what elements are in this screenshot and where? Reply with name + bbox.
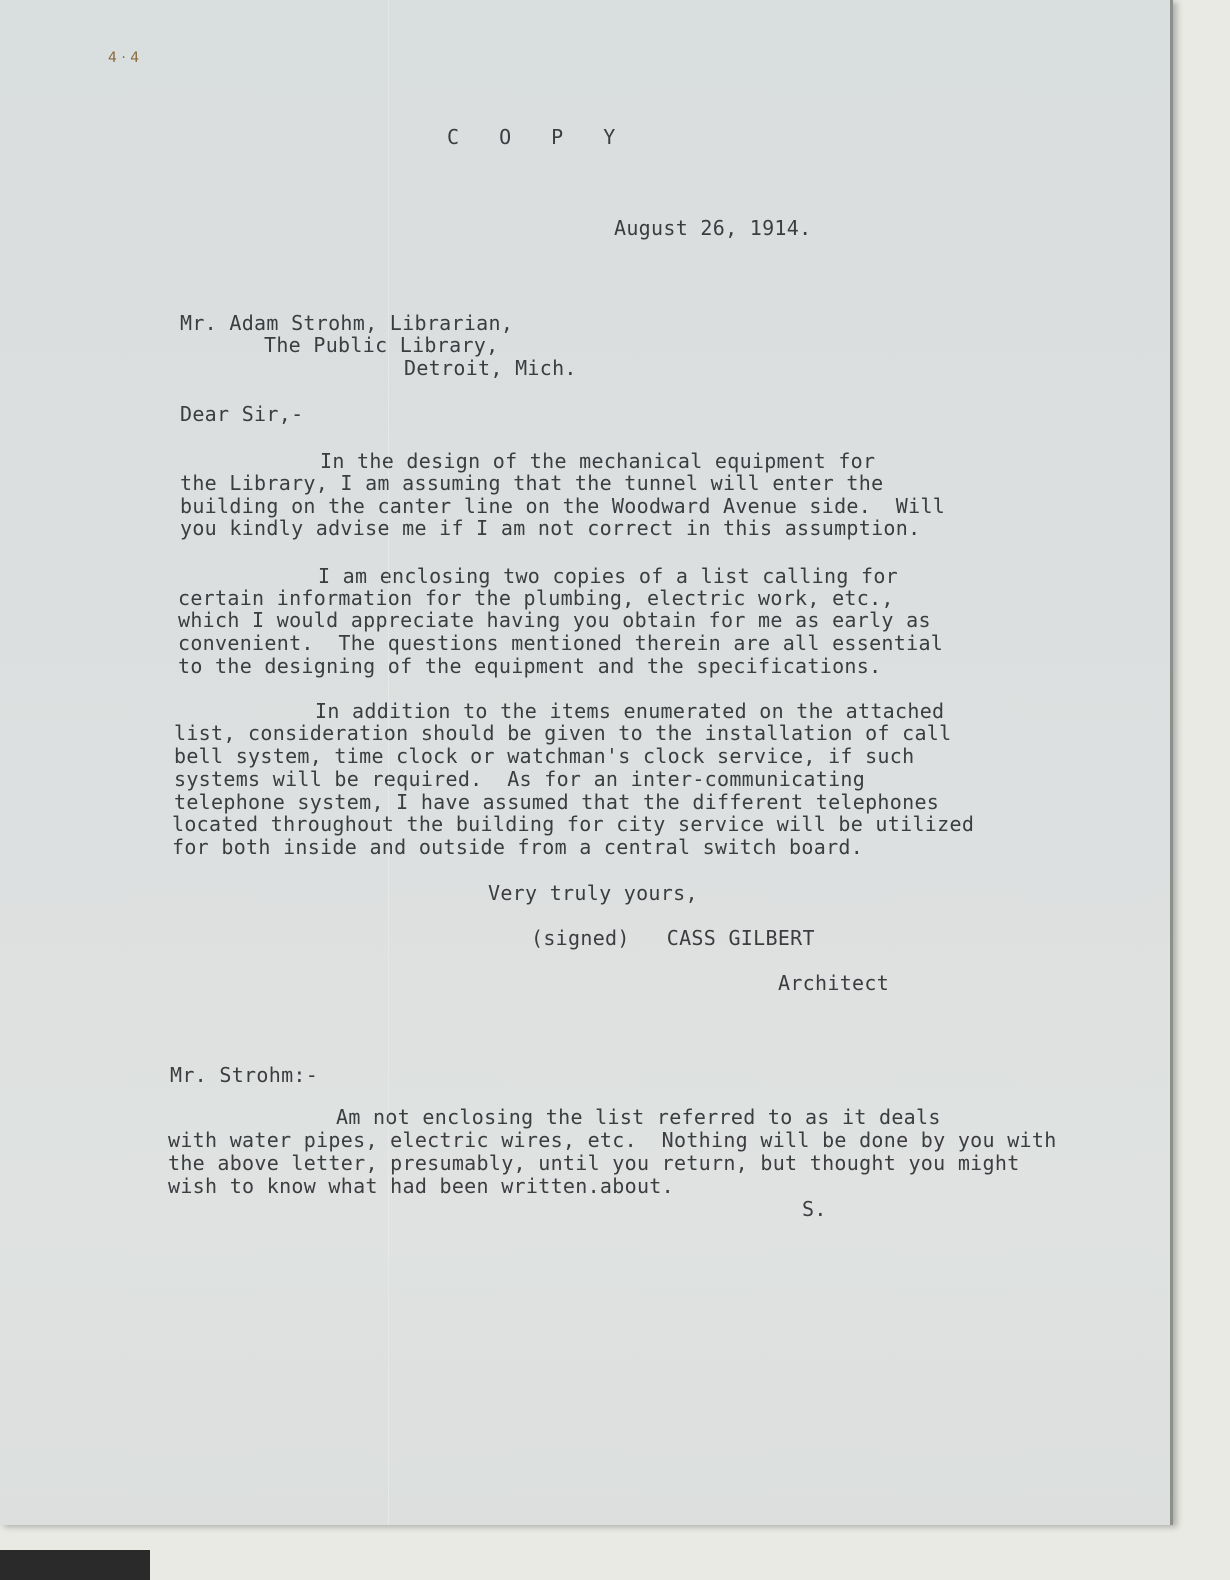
paragraph-3-line-6: located throughout the building for city service will be utilized [172, 812, 975, 836]
paragraph-3-line-7: for both inside and outside from a central switch board. [172, 835, 864, 859]
paragraph-3-line-5: telephone system, I have assumed that the different telephones [174, 790, 940, 814]
signature-line: (signed) CASS GILBERT [531, 926, 815, 950]
paragraph-1-line-3: building on the canter line on the Woodward Avenue side. Will [180, 494, 946, 518]
note-line-4: wish to know what had been written.about. [168, 1174, 674, 1198]
salutation: Dear Sir,- [180, 402, 304, 426]
corner-mark: 4 · 4 [108, 50, 140, 66]
note-initial: S. [802, 1197, 827, 1221]
note-line-2: with water pipes, electric wires, etc. Nothing will be done by you with [168, 1128, 1057, 1152]
note-line-3: the above letter, presumably, until you return, but thought you might [168, 1151, 1020, 1175]
paragraph-3-line-2: list, consideration should be given to the installation of call [174, 721, 952, 745]
note-salutation: Mr. Strohm:- [170, 1063, 319, 1087]
address-line-3: Detroit, Mich. [404, 356, 577, 380]
address-line-2: The Public Library, [264, 333, 499, 357]
paragraph-3-line-4: systems will be required. As for an inter-communicating [174, 767, 866, 791]
note-line-1: Am not enclosing the list referred to as it deals [336, 1105, 941, 1129]
address-line-1: Mr. Adam Strohm, Librarian, [180, 311, 514, 335]
signer-title: Architect [778, 971, 890, 995]
copy-heading: C O P Y [447, 125, 630, 149]
paragraph-2-line-2: certain information for the plumbing, electric work, etc., [178, 586, 894, 610]
paragraph-2-line-3: which I would appreciate having you obtain for me as early as [178, 608, 931, 632]
closing: Very truly yours, [488, 881, 698, 905]
paragraph-1-line-4: you kindly advise me if I am not correct in this assumption. [180, 516, 921, 540]
scanner-edge [0, 1550, 150, 1580]
paragraph-2-line-5: to the designing of the equipment and the specifications. [178, 654, 882, 678]
paragraph-3-line-3: bell system, time clock or watchman's clock service, if such [174, 744, 915, 768]
paragraph-1-line-1: In the design of the mechanical equipment for [320, 449, 876, 473]
paragraph-2-line-4: convenient. The questions mentioned therein are all essential [178, 631, 944, 655]
paragraph-2-line-1: I am enclosing two copies of a list calling for [318, 564, 899, 588]
paragraph-3-line-1: In addition to the items enumerated on the attached [315, 699, 945, 723]
letter-date: August 26, 1914. [614, 216, 812, 240]
paragraph-1-line-2: the Library, I am assuming that the tunnel will enter the [180, 471, 884, 495]
